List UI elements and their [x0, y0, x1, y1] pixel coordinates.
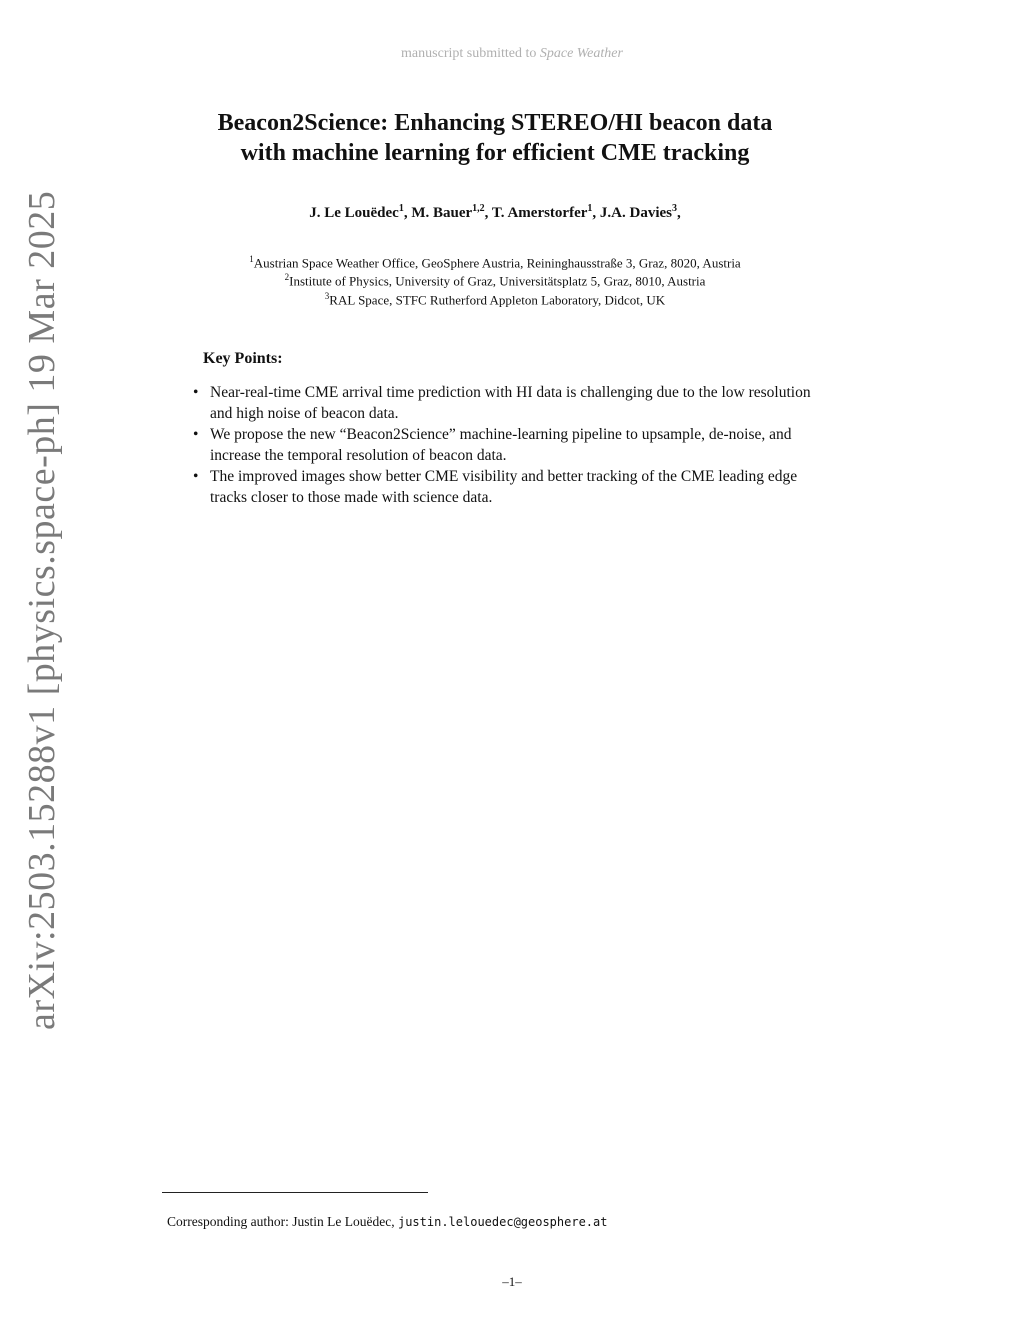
- key-point-text: The improved images show better CME visibility and better tracking of the CME leading edge tracks closer to those made with science data.: [210, 468, 798, 506]
- header-prefix: manuscript submitted to: [401, 46, 537, 61]
- key-point-item: [193, 425, 823, 466]
- author-affiliation-mark: 3: [671, 203, 677, 214]
- affiliation-list: [150, 252, 840, 307]
- affiliation-text: RAL Space, STFC Rutherford Appleton Laboratory, Didcot, UK: [329, 291, 666, 307]
- affiliation-text: Institute of Physics, University of Graz, Universitätsplatz 5, Graz, 8010, Austria: [289, 273, 706, 289]
- author-name: M. Bauer: [411, 205, 473, 221]
- affiliation-item: [150, 252, 840, 270]
- author-name: J. Le Louëdec: [309, 205, 399, 221]
- author-affiliation-mark: 1: [587, 203, 593, 214]
- title-line-1: Beacon2Science: Enhancing STEREO/HI beacon data: [217, 110, 773, 136]
- author-name: J.A. Davies: [599, 205, 672, 221]
- affiliation-text: Austrian Space Weather Office, GeoSphere Austria, Reininghausstraße 3, Graz, 8020, Austria: [253, 255, 741, 271]
- author-list: J. Le Louëdec$^1$, M. Bauer$^{1,2}$, T. Amerstorfer$^1$, J.A. Davies$^3$,: [309, 203, 681, 221]
- key-point-text: Near-real-time CME arrival time prediction with HI data is challenging due to the low resolution and high noise of beacon data.: [210, 384, 811, 422]
- key-point-item: [193, 467, 823, 508]
- corresponding-author-footnote: [167, 1214, 607, 1230]
- affiliation-number: 2: [284, 272, 290, 283]
- affiliation-number: 1: [249, 254, 254, 264]
- affiliation-item: [150, 270, 840, 288]
- affiliation-item: [150, 289, 840, 307]
- arxiv-identifier: arXiv:2503.15288v1 [physics.space-ph] 19 Mar 2025: [21, 190, 63, 1030]
- page-number: –1–: [502, 1274, 522, 1289]
- running-header: [0, 46, 1024, 62]
- footnote-divider: [162, 1192, 428, 1193]
- key-point-item: [193, 383, 823, 424]
- author-affiliation-mark: 1: [398, 203, 404, 214]
- affiliation-number: 3: [324, 290, 330, 301]
- title-line-2: with machine learning for efficient CME tracking: [240, 140, 750, 166]
- key-point-text: We propose the new “Beacon2Science” machine-learning pipeline to upsample, de-noise, and increase the temporal resolution of beacon data.: [210, 426, 792, 464]
- bullet-icon: •: [193, 426, 199, 443]
- key-points-list: [193, 383, 823, 509]
- paper-title: [150, 108, 840, 168]
- bullet-icon: •: [193, 384, 199, 401]
- footnote-author-name: Justin Le Louëdec,: [292, 1214, 395, 1229]
- footnote-label: Corresponding author:: [167, 1214, 289, 1229]
- bullet-icon: •: [193, 468, 199, 485]
- author-affiliation-mark: 1,2: [472, 203, 485, 214]
- key-points-heading: Key Points:: [203, 350, 283, 367]
- author-name: T. Amerstorfer: [491, 205, 588, 221]
- corresponding-email: justin.lelouedec@geosphere.at: [397, 1215, 608, 1229]
- header-journal: Space Weather: [539, 46, 623, 61]
